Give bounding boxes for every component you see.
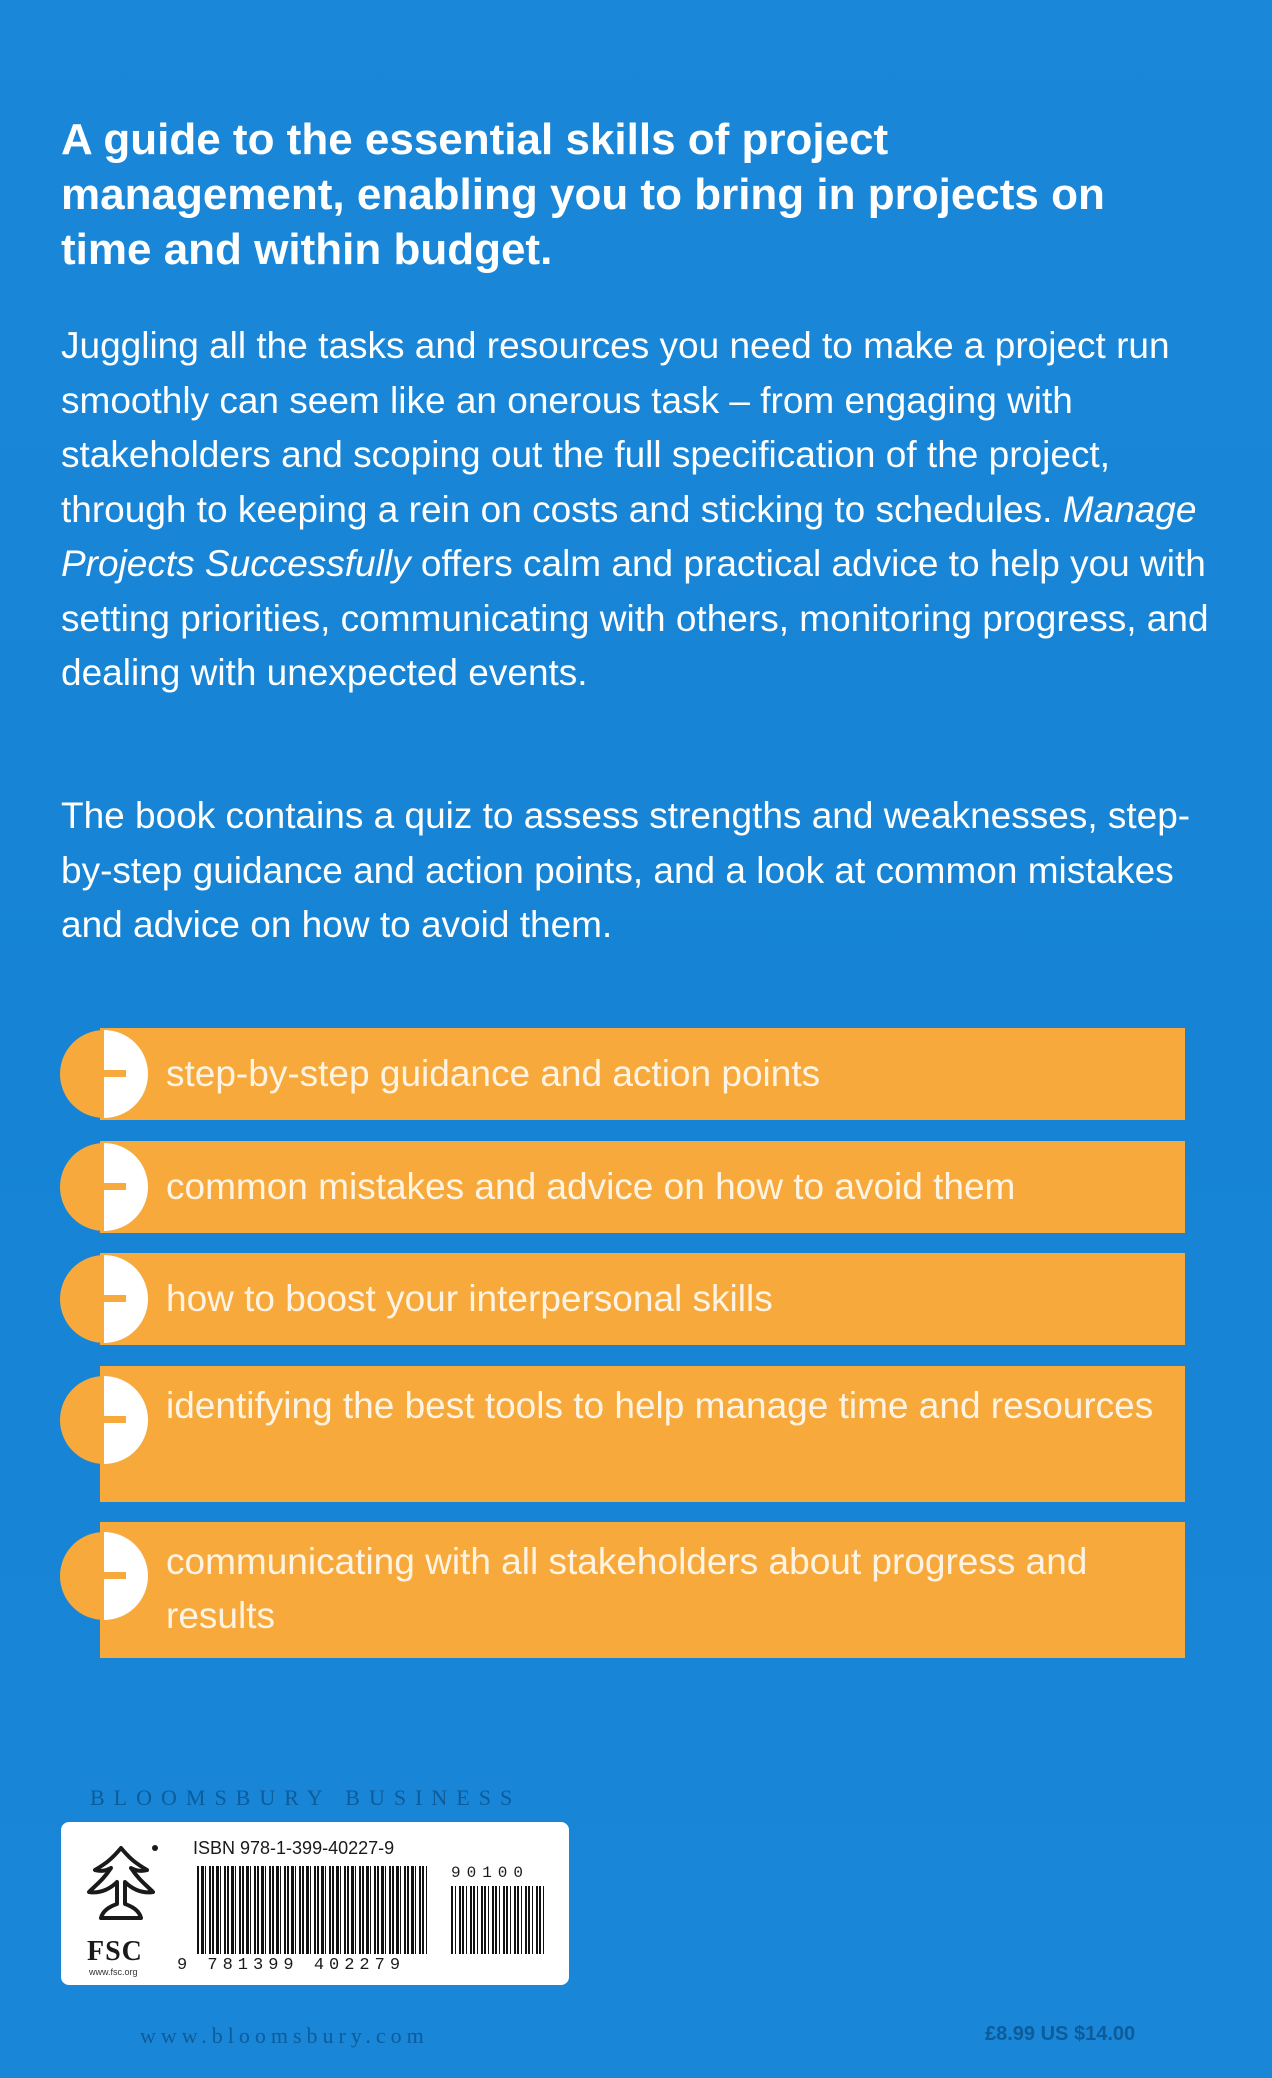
feature-band: [100, 1253, 1185, 1345]
publisher-website: www.bloomsbury.com: [140, 2023, 429, 2048]
bullet-disc-icon: [60, 1030, 148, 1118]
barcode-addon-bars: [451, 1886, 547, 1954]
bullet-disc-icon: [60, 1255, 148, 1343]
description-text-end: offers calm and practical advice to help you with setting priorities, communicating with others, monitoring progress, and dealing with unexpected events.: [61, 543, 1209, 693]
contents-paragraph: The book contains a quiz to assess strengths and weaknesses, step-by-step guidance and action points, and a look at common mistakes and advice on how to avoid them.: [61, 795, 1191, 945]
fsc-tree-icon: [81, 1840, 161, 1932]
bullet-disc-icon: [60, 1376, 148, 1464]
feature-band: [100, 1366, 1185, 1502]
fsc-label: FSC: [87, 1936, 143, 1967]
price-label: £8.99 US $14.00: [985, 2023, 1136, 2045]
bullet-disc-icon: [60, 1532, 148, 1620]
book-title: Manage Projects Successfully: [61, 488, 1197, 584]
feature-text: how to boost your interpersonal skills: [166, 1278, 773, 1319]
feature-band: [100, 1141, 1185, 1233]
barcode-bars: [197, 1866, 427, 1954]
fsc-logo: [75, 1840, 185, 1975]
bullet-disc-icon: [60, 1143, 148, 1231]
fsc-url: www.fsc.org: [89, 1967, 138, 1977]
isbn-text: ISBN 978-1-399-40227-9: [193, 1838, 395, 1858]
feature-band: [100, 1522, 1185, 1658]
publisher-imprint: BLOOMSBURY BUSINESS: [90, 1785, 522, 1810]
headline: A guide to the essential skills of project management, enabling you to bring in projects on time and within budget.: [61, 115, 1105, 274]
feature-text: identifying the best tools to help manage time and resources: [166, 1385, 1154, 1426]
price-code: 90100: [451, 1864, 530, 1882]
feature-band: [100, 1028, 1185, 1120]
description-paragraph: [61, 319, 1211, 701]
barcode-panel: [61, 1822, 569, 1985]
description-text-start: Juggling all the tasks and resources you need to make a project run smoothly can seem like an onerous task – from engaging with stakeholders and scoping out the full specification of the project, through to keeping a rein on costs and sticking to schedules.: [61, 325, 1170, 530]
barcode-digits: 9 781399 402279: [177, 1956, 406, 1975]
feature-text: communicating with all stakeholders about progress and results: [166, 1541, 1088, 1636]
feature-text: step-by-step guidance and action points: [166, 1053, 821, 1094]
feature-text: common mistakes and advice on how to avoid them: [166, 1166, 1016, 1207]
